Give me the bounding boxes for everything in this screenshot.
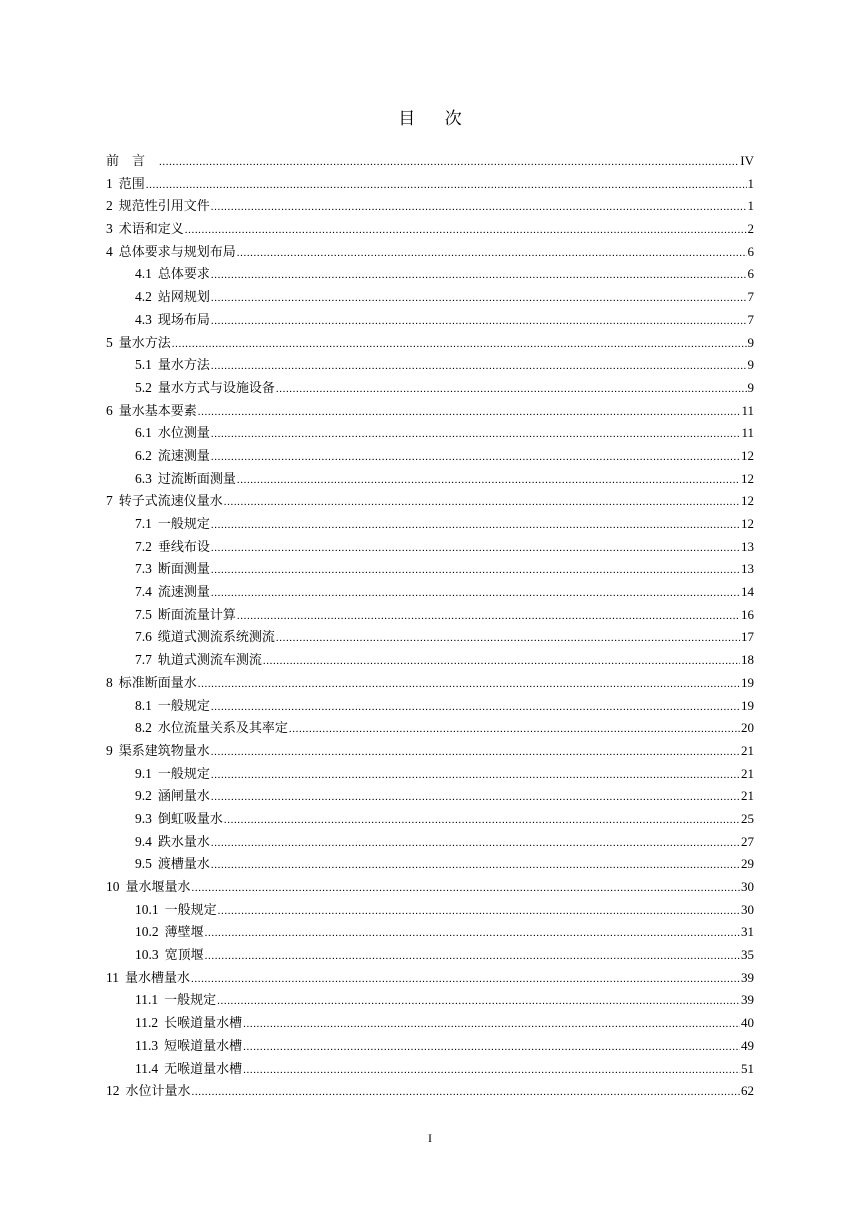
toc-dot-leader xyxy=(191,968,740,991)
toc-entry-page: 21 xyxy=(741,788,754,804)
toc-entry[interactable] xyxy=(106,150,754,173)
toc-entry-number: 4.3 xyxy=(135,311,152,327)
toc-entry-title: 标准断面量水 xyxy=(118,675,197,691)
toc-entry-number: 9 xyxy=(106,742,113,758)
toc-entry-number: 4.2 xyxy=(135,289,152,305)
toc-entry-number: 9.1 xyxy=(135,765,152,781)
toc-entry-number: 9.2 xyxy=(135,788,152,804)
toc-entry-page: 35 xyxy=(741,947,754,963)
toc-dot-leader xyxy=(211,196,747,219)
toc-entry[interactable] xyxy=(106,581,754,604)
toc-entry-page: 39 xyxy=(741,969,754,985)
toc-entry-title: 一般规定 xyxy=(157,766,210,782)
toc-entry-title: 渠系建筑物量水 xyxy=(118,743,210,759)
toc-entry-number: 7.2 xyxy=(135,538,152,554)
toc-entry-page: 14 xyxy=(741,584,754,600)
toc-dot-leader xyxy=(224,491,740,514)
toc-dot-leader xyxy=(211,287,747,310)
toc-entry[interactable] xyxy=(106,989,754,1012)
toc-entry-title: 轨道式测流车测流 xyxy=(157,653,262,669)
toc-entry[interactable] xyxy=(106,445,754,468)
toc-entry[interactable] xyxy=(106,921,754,944)
toc-dot-leader xyxy=(198,673,740,696)
table-of-contents xyxy=(106,150,754,1103)
toc-entry-number: 1 xyxy=(106,175,113,191)
toc-dot-leader xyxy=(218,900,740,923)
toc-entry[interactable] xyxy=(106,1058,754,1081)
toc-entry[interactable] xyxy=(106,763,754,786)
toc-entry-page: 18 xyxy=(741,652,754,668)
toc-entry[interactable] xyxy=(106,354,754,377)
toc-entry-number: 10.1 xyxy=(135,901,159,917)
toc-entry-page: 2 xyxy=(747,221,754,237)
toc-dot-leader xyxy=(211,537,740,560)
toc-entry-number: 5 xyxy=(106,334,113,350)
toc-entry-page: 30 xyxy=(741,901,754,917)
toc-entry-number: 8.2 xyxy=(135,720,152,736)
toc-entry-page: 39 xyxy=(741,992,754,1008)
toc-entry[interactable] xyxy=(106,263,754,286)
toc-entry[interactable] xyxy=(106,899,754,922)
toc-entry-page: 12 xyxy=(741,493,754,509)
page-title: 目 次 xyxy=(398,109,474,129)
toc-entry-number: 9.3 xyxy=(135,810,152,826)
toc-entry-title: 水位测量 xyxy=(157,426,210,442)
toc-entry-number: 9.4 xyxy=(135,833,152,849)
toc-entry-page: 62 xyxy=(741,1083,754,1099)
toc-entry[interactable] xyxy=(106,377,754,400)
toc-entry[interactable] xyxy=(106,967,754,990)
toc-entry-title: 量水方法 xyxy=(157,358,210,374)
toc-entry-page: 1 xyxy=(747,175,754,191)
toc-entry-number: 7.3 xyxy=(135,561,152,577)
toc-entry-title: 缆道式测流系统测流 xyxy=(157,630,275,646)
toc-entry[interactable] xyxy=(106,468,754,491)
toc-entry-title: 渡槽量水 xyxy=(157,857,210,873)
toc-entry-title: 流速测量 xyxy=(157,585,210,601)
toc-entry-title: 过流断面测量 xyxy=(157,471,236,487)
toc-entry-number: 6.3 xyxy=(135,470,152,486)
toc-entry[interactable] xyxy=(106,831,754,854)
toc-dot-leader xyxy=(243,1013,740,1036)
toc-entry-title: 一般规定 xyxy=(157,698,210,714)
toc-entry[interactable] xyxy=(106,1080,754,1103)
toc-dot-leader xyxy=(289,718,740,741)
toc-entry[interactable] xyxy=(106,332,754,355)
toc-entry[interactable] xyxy=(106,626,754,649)
toc-dot-leader xyxy=(211,264,747,287)
toc-entry-page: 31 xyxy=(741,924,754,940)
toc-dot-leader xyxy=(211,696,740,719)
toc-entry-page: 49 xyxy=(741,1037,754,1053)
toc-dot-leader xyxy=(243,1059,740,1082)
toc-entry[interactable] xyxy=(106,740,754,763)
toc-entry[interactable] xyxy=(106,536,754,559)
toc-entry-number: 9.5 xyxy=(135,856,152,872)
toc-entry-title: 总体要求 xyxy=(157,267,210,283)
toc-dot-leader xyxy=(211,559,740,582)
toc-entry-page: 11 xyxy=(741,425,754,441)
toc-entry-title: 一般规定 xyxy=(157,517,210,532)
toc-entry-number: 11.1 xyxy=(135,992,159,1008)
toc-dot-leader xyxy=(192,877,740,900)
toc-entry-page: 12 xyxy=(741,447,754,463)
toc-entry-number: 5.2 xyxy=(135,379,152,395)
toc-entry-page: 30 xyxy=(741,879,754,894)
toc-entry-page: 21 xyxy=(741,765,754,781)
toc-dot-leader xyxy=(276,627,740,650)
toc-entry-page: 7 xyxy=(747,289,754,305)
toc-dot-leader xyxy=(243,1036,740,1059)
toc-entry-title: 垂线布设 xyxy=(157,539,210,555)
toc-dot-leader xyxy=(211,423,741,446)
toc-entry-number: 10.3 xyxy=(135,947,159,963)
toc-entry-page: 40 xyxy=(741,1015,754,1031)
toc-entry-title: 规范性引用文件 xyxy=(118,199,210,215)
toc-dot-leader xyxy=(211,446,740,469)
toc-entry-title: 短喉道量水槽 xyxy=(164,1038,243,1054)
toc-entry[interactable] xyxy=(106,513,754,536)
toc-entry-title: 薄壁堰 xyxy=(164,925,204,941)
toc-entry-title: 水位流量关系及其率定 xyxy=(157,721,288,737)
toc-entry-number: 7.7 xyxy=(135,652,152,668)
toc-entry[interactable] xyxy=(106,422,754,445)
toc-entry-number: 7.4 xyxy=(135,584,152,600)
toc-dot-leader xyxy=(211,854,740,877)
toc-entry-page: 25 xyxy=(741,810,754,826)
toc-entry-title: 一般规定 xyxy=(164,993,217,1009)
toc-entry-number: 7.1 xyxy=(135,516,152,531)
toc-entry-number: 11.3 xyxy=(135,1037,159,1053)
toc-entry-page: 6 xyxy=(747,266,754,282)
toc-entry-number: 4.1 xyxy=(135,266,152,282)
toc-entry[interactable] xyxy=(106,944,754,967)
toc-entry-page: 13 xyxy=(741,561,754,577)
toc-entry[interactable] xyxy=(106,241,754,264)
toc-entry-page: 20 xyxy=(741,720,754,736)
toc-entry-number: 6 xyxy=(106,402,113,418)
toc-entry[interactable] xyxy=(106,558,754,581)
toc-entry-number: 4 xyxy=(106,243,113,259)
toc-entry-number: 8 xyxy=(106,674,113,690)
toc-entry-page: 6 xyxy=(747,243,754,259)
toc-entry[interactable] xyxy=(106,173,754,196)
toc-entry-page: 17 xyxy=(741,629,754,645)
toc-entry-page: 7 xyxy=(747,311,754,327)
toc-entry[interactable] xyxy=(106,195,754,218)
toc-dot-leader xyxy=(211,832,740,855)
toc-entry-title: 无喉道量水槽 xyxy=(164,1061,243,1077)
toc-entry-page: 9 xyxy=(747,379,754,395)
toc-dot-leader xyxy=(192,1081,740,1104)
toc-entry-number: 6.2 xyxy=(135,447,152,463)
toc-entry[interactable] xyxy=(106,218,754,241)
toc-entry-page: 27 xyxy=(741,833,754,849)
toc-entry-number: 10 xyxy=(106,879,120,894)
toc-dot-leader xyxy=(211,514,740,537)
toc-dot-leader xyxy=(211,582,740,605)
toc-entry-title: 前言 xyxy=(106,154,159,169)
toc-entry-page: 11 xyxy=(741,402,754,418)
toc-entry-title: 宽顶堰 xyxy=(164,948,204,964)
toc-entry[interactable] xyxy=(106,286,754,309)
toc-entry-number: 8.1 xyxy=(135,697,152,713)
toc-entry[interactable] xyxy=(106,876,754,899)
toc-entry[interactable] xyxy=(106,1035,754,1058)
toc-entry-title: 断面测量 xyxy=(157,562,210,578)
toc-entry-number: 5.1 xyxy=(135,357,152,373)
toc-entry-page: 21 xyxy=(741,742,754,758)
toc-dot-leader xyxy=(211,786,740,809)
toc-entry-title: 倒虹吸量水 xyxy=(157,811,223,827)
toc-entry-number: 11.2 xyxy=(135,1015,159,1031)
toc-entry-page: 29 xyxy=(741,856,754,872)
toc-entry-page: 1 xyxy=(747,198,754,214)
toc-dot-leader xyxy=(211,310,747,333)
toc-entry[interactable] xyxy=(106,490,754,513)
toc-entry-number: 10.2 xyxy=(135,924,159,940)
toc-entry-number: 11 xyxy=(106,969,119,985)
toc-entry-title: 长喉道量水槽 xyxy=(164,1016,243,1032)
toc-entry-title: 术语和定义 xyxy=(118,222,184,238)
toc-dot-leader xyxy=(211,764,740,787)
page-number-footer: I xyxy=(428,1131,432,1145)
toc-entry-title: 断面流量计算 xyxy=(157,607,236,623)
toc-dot-leader xyxy=(211,741,740,764)
toc-entry-title: 总体要求与规划布局 xyxy=(118,244,236,260)
toc-entry-number: 6.1 xyxy=(135,425,152,441)
toc-entry-title: 量水堰量水 xyxy=(125,880,191,895)
toc-dot-leader xyxy=(146,174,747,197)
toc-dot-leader xyxy=(224,809,740,832)
toc-entry-page: 12 xyxy=(741,470,754,486)
toc-entry[interactable] xyxy=(106,1012,754,1035)
toc-entry-title: 量水方式与设施设备 xyxy=(157,380,275,396)
toc-dot-leader xyxy=(185,219,747,242)
toc-entry[interactable] xyxy=(106,785,754,808)
toc-entry-title: 量水基本要素 xyxy=(118,403,197,419)
toc-entry-title: 转子式流速仪量水 xyxy=(118,494,223,510)
toc-dot-leader xyxy=(237,469,740,492)
toc-entry-title: 范围 xyxy=(118,176,145,192)
toc-entry[interactable] xyxy=(106,604,754,627)
toc-entry-number: 11.4 xyxy=(135,1060,159,1076)
toc-entry-title: 量水槽量水 xyxy=(125,970,191,986)
toc-entry-title: 水位计量水 xyxy=(125,1084,191,1100)
toc-dot-leader xyxy=(159,151,739,174)
toc-entry[interactable] xyxy=(106,717,754,740)
toc-entry-number: 2 xyxy=(106,198,113,214)
toc-dot-leader xyxy=(237,605,740,628)
toc-entry-title: 跌水量水 xyxy=(157,834,210,850)
toc-entry-page: 9 xyxy=(747,357,754,373)
toc-entry-title: 现场布局 xyxy=(157,312,210,328)
toc-entry-title: 量水方法 xyxy=(118,335,171,351)
toc-dot-leader xyxy=(211,355,747,378)
toc-dot-leader xyxy=(198,401,741,424)
toc-dot-leader xyxy=(217,990,740,1013)
toc-entry-title: 站网规划 xyxy=(157,290,210,306)
toc-dot-leader xyxy=(205,922,740,945)
toc-entry-number: 7.5 xyxy=(135,606,152,622)
toc-entry-number: 3 xyxy=(106,221,113,237)
toc-entry-page: 16 xyxy=(741,606,754,622)
toc-entry[interactable] xyxy=(106,853,754,876)
toc-dot-leader xyxy=(172,333,747,356)
toc-entry-page: IV xyxy=(740,153,754,168)
toc-dot-leader xyxy=(276,378,747,401)
toc-entry[interactable] xyxy=(106,672,754,695)
toc-entry-title: 涵闸量水 xyxy=(157,789,210,805)
toc-entry-page: 13 xyxy=(741,538,754,554)
toc-entry[interactable] xyxy=(106,695,754,718)
toc-entry-number: 7 xyxy=(106,493,113,509)
toc-entry-title: 一般规定 xyxy=(164,902,217,918)
toc-entry-page: 12 xyxy=(741,516,754,531)
toc-entry-page: 19 xyxy=(741,697,754,713)
toc-entry[interactable] xyxy=(106,808,754,831)
toc-dot-leader xyxy=(237,242,747,265)
toc-entry[interactable] xyxy=(106,400,754,423)
toc-entry-title: 流速测量 xyxy=(157,448,210,464)
toc-entry-page: 51 xyxy=(741,1060,754,1076)
toc-entry-page: 19 xyxy=(741,674,754,690)
toc-dot-leader xyxy=(205,945,740,968)
toc-dot-leader xyxy=(263,650,740,673)
toc-entry-page: 9 xyxy=(747,334,754,350)
toc-entry-number: 7.6 xyxy=(135,629,152,645)
toc-entry[interactable] xyxy=(106,649,754,672)
toc-entry-number: 12 xyxy=(106,1083,120,1099)
toc-entry[interactable] xyxy=(106,309,754,332)
